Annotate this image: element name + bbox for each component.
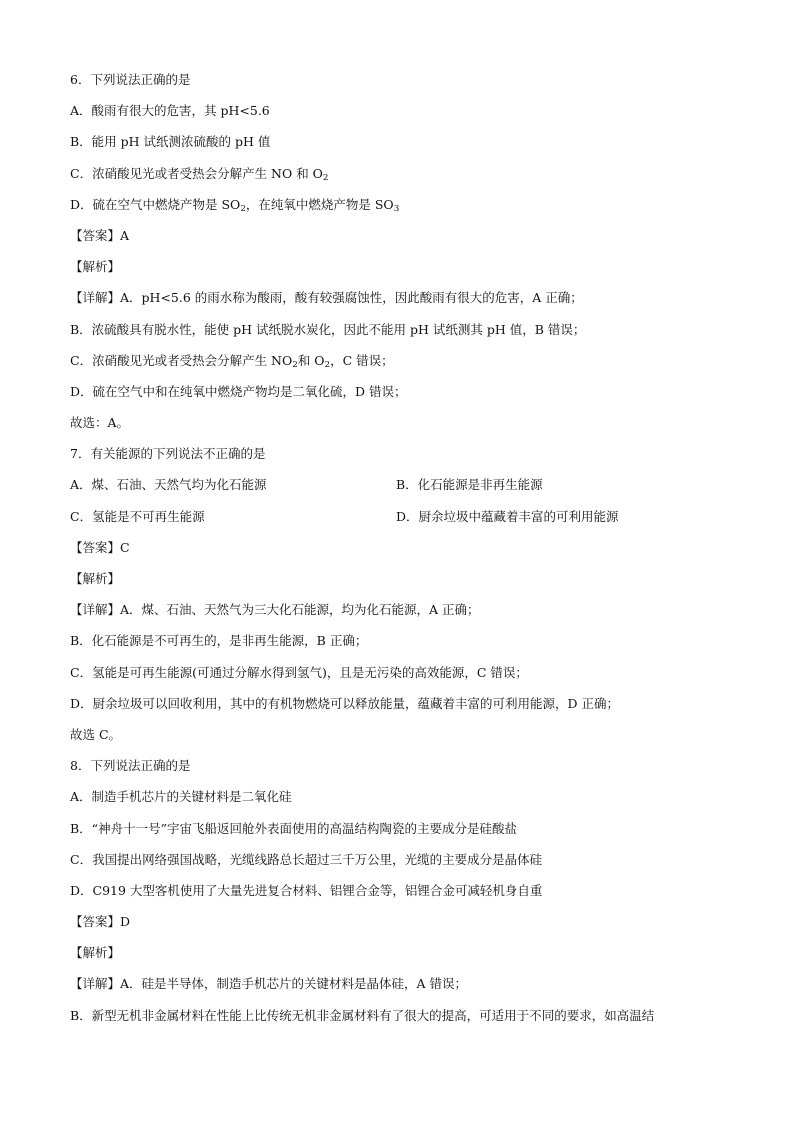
q7-stem: 7．有关能源的下列说法不正确的是 xyxy=(70,446,266,462)
q7-detail-c: C．氢能是可再生能源(可通过分解水得到氢气)，且是无污染的高效能源，C 错误； xyxy=(70,664,528,680)
q8-answer: 【答案】D xyxy=(70,914,131,930)
q6-option-b: B．能用 pH 试纸测浓硫酸的 pH 值 xyxy=(70,134,271,150)
q7-option-d: D．厨余垃圾中蕴藏着丰富的可利用能源 xyxy=(396,508,619,524)
q6-stem: 6．下列说法正确的是 xyxy=(70,72,191,87)
q6-detail-b: B．浓硫酸具有脱水性，能使 pH 试纸脱水炭化，因此不能用 pH 试纸测其 pH 值，B 错误； xyxy=(70,321,586,337)
q6-detail-a: 【详解】A．pH<5.6 的雨水称为酸雨，酸有较强腐蚀性，因此酸雨有很大的危害，A 正确； xyxy=(70,290,583,306)
q6-detail-c: C．浓硝酸见光或者受热会分解产生 $NO_2$和 $O_2$，C 错误； xyxy=(70,352,394,370)
q8-option-d: D．C919 大型客机使用了大量先进复合材料、铝锂合金等，铝锂合金可减轻机身自重 xyxy=(70,882,543,898)
q6-option-c: C．浓硝酸见光或者受热会分解产生 NO 和 $O_2$ xyxy=(70,165,329,183)
q7-option-c: C．氢能是不可再生能源 xyxy=(70,508,205,524)
q7-detail-b: B．化石能源是不可再生的，是非再生能源，B 正确； xyxy=(70,633,368,649)
q8-analysis-label: 【解析】 xyxy=(70,945,121,961)
q7-options-row-1 xyxy=(70,469,740,500)
q7-detail-a: 【详解】A．煤、石油、天然气为三大化石能源，均为化石能源，A 正确； xyxy=(70,602,480,618)
q7-answer: 【答案】C xyxy=(70,539,130,555)
document-page xyxy=(70,64,740,1031)
q8-option-c: C．我国提出网络强国战略，光缆线路总长超过三千万公里，光缆的主要成分是晶体硅 xyxy=(70,851,543,867)
q7-option-a: A．煤、石油、天然气均为化石能源 xyxy=(70,477,267,493)
q7-conclusion: 故选 C。 xyxy=(70,726,122,742)
q7-option-b: B．化石能源是非再生能源 xyxy=(396,477,543,493)
q8-detail-b: B．新型无机非金属材料在性能上比传统无机非金属材料有了很大的提高，可适用于不同的要求，如高温结 xyxy=(70,1007,655,1023)
q6-detail-d: D．硫在空气中和在纯氧中燃烧产物均是二氧化硫，D 错误； xyxy=(70,383,407,399)
q8-option-a: A．制造手机芯片的关键材料是二氧化硅 xyxy=(70,789,292,805)
q6-analysis-label: 【解析】 xyxy=(70,259,121,275)
q6-conclusion: 故选：A。 xyxy=(70,415,130,431)
q7-options-row-2 xyxy=(70,501,740,532)
q6-option-d: D．硫在空气中燃烧产物是 $SO_2$，在纯氧中燃烧产物是 $SO_3$ xyxy=(70,196,400,214)
q8-detail-a: 【详解】A．硅是半导体，制造手机芯片的关键材料是晶体硅，A 错误； xyxy=(70,976,468,992)
q7-analysis-label: 【解析】 xyxy=(70,571,121,586)
q6-option-a: A．酸雨有很大的危害，其 pH<5.6 xyxy=(70,103,270,119)
q6-answer: 【答案】A xyxy=(70,227,130,243)
q8-option-b: B．“神舟十一号”宇宙飞船返回舱外表面使用的高温结构陶瓷的主要成分是硅酸盐 xyxy=(70,820,517,836)
q7-detail-d: D．厨余垃圾可以回收利用，其中的有机物燃烧可以释放能量，蕴藏着丰富的可利用能源，D 正确； xyxy=(70,695,620,711)
q8-stem: 8．下列说法正确的是 xyxy=(70,758,191,774)
